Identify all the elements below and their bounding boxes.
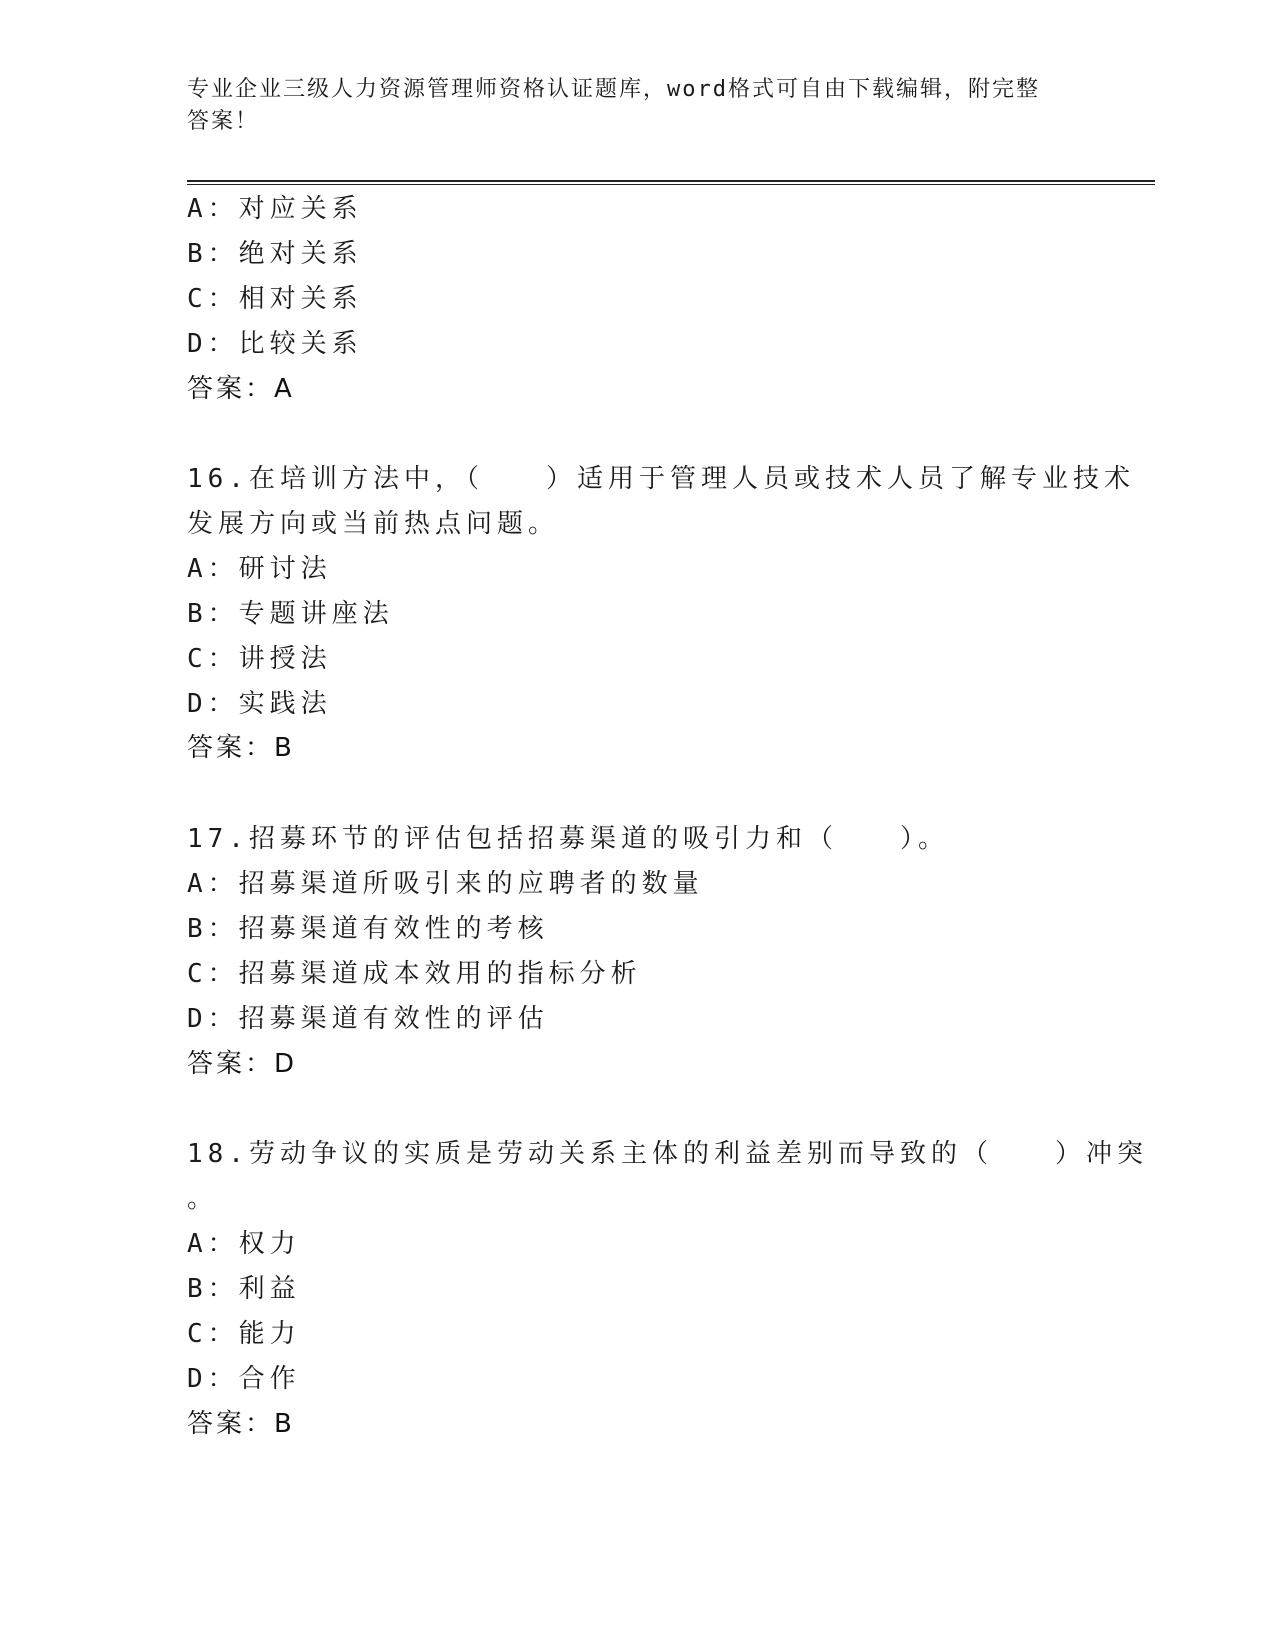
document-header (187, 74, 1067, 138)
q17-option-c: C：招募渠道成本效用的指标分析 (187, 959, 642, 989)
q18-option-d: D：合作 (187, 1364, 301, 1394)
q16-stem-line-2: 发展方向或当前热点问题。 (187, 509, 560, 539)
q16-stem-line-1: 16.在培训方法中，（ ）适用于管理人员或技术人员了解专业技术 (187, 464, 1135, 494)
q18-option-a: A：权力 (187, 1229, 301, 1259)
q17-option-d: D：招募渠道有效性的评估 (187, 1004, 549, 1034)
header-line-1: 专业企业三级人力资源管理师资格认证题库，word格式可自由下载编辑，附完整 (187, 77, 1040, 102)
q15-option-a: A：对应关系 (187, 194, 363, 224)
q17-option-a: A：招募渠道所吸引来的应聘者的数量 (187, 869, 704, 899)
q15-option-b: B：绝对关系 (187, 239, 363, 269)
q16-option-b: B：专题讲座法 (187, 599, 394, 629)
q15-option-d: D：比较关系 (187, 329, 363, 359)
q15-answer: 答案：A (187, 374, 295, 404)
q17-answer: 答案：D (187, 1049, 298, 1079)
q18-answer: 答案：B (187, 1409, 295, 1439)
q18-stem-line-1: 18.劳动争议的实质是劳动关系主体的利益差别而导致的（ ）冲突 (187, 1139, 1148, 1169)
q18-option-b: B：利益 (187, 1274, 301, 1304)
q18-option-c: C：能力 (187, 1319, 301, 1349)
q17-option-b: B：招募渠道有效性的考核 (187, 914, 549, 944)
q16-option-a: A：研讨法 (187, 554, 332, 584)
header-line-2: 答案！ (187, 109, 260, 134)
q16-option-c: C：讲授法 (187, 644, 332, 674)
header-divider-thin (187, 184, 1155, 185)
q16-answer: 答案：B (187, 733, 295, 763)
q18-stem-line-2: 。 (187, 1184, 219, 1214)
q16-option-d: D：实践法 (187, 689, 332, 719)
q15-option-c: C：相对关系 (187, 284, 363, 314)
q17-stem-line-1: 17.招募环节的评估包括招募渠道的吸引力和（ ）。 (187, 824, 949, 854)
header-divider-thick (187, 180, 1155, 182)
